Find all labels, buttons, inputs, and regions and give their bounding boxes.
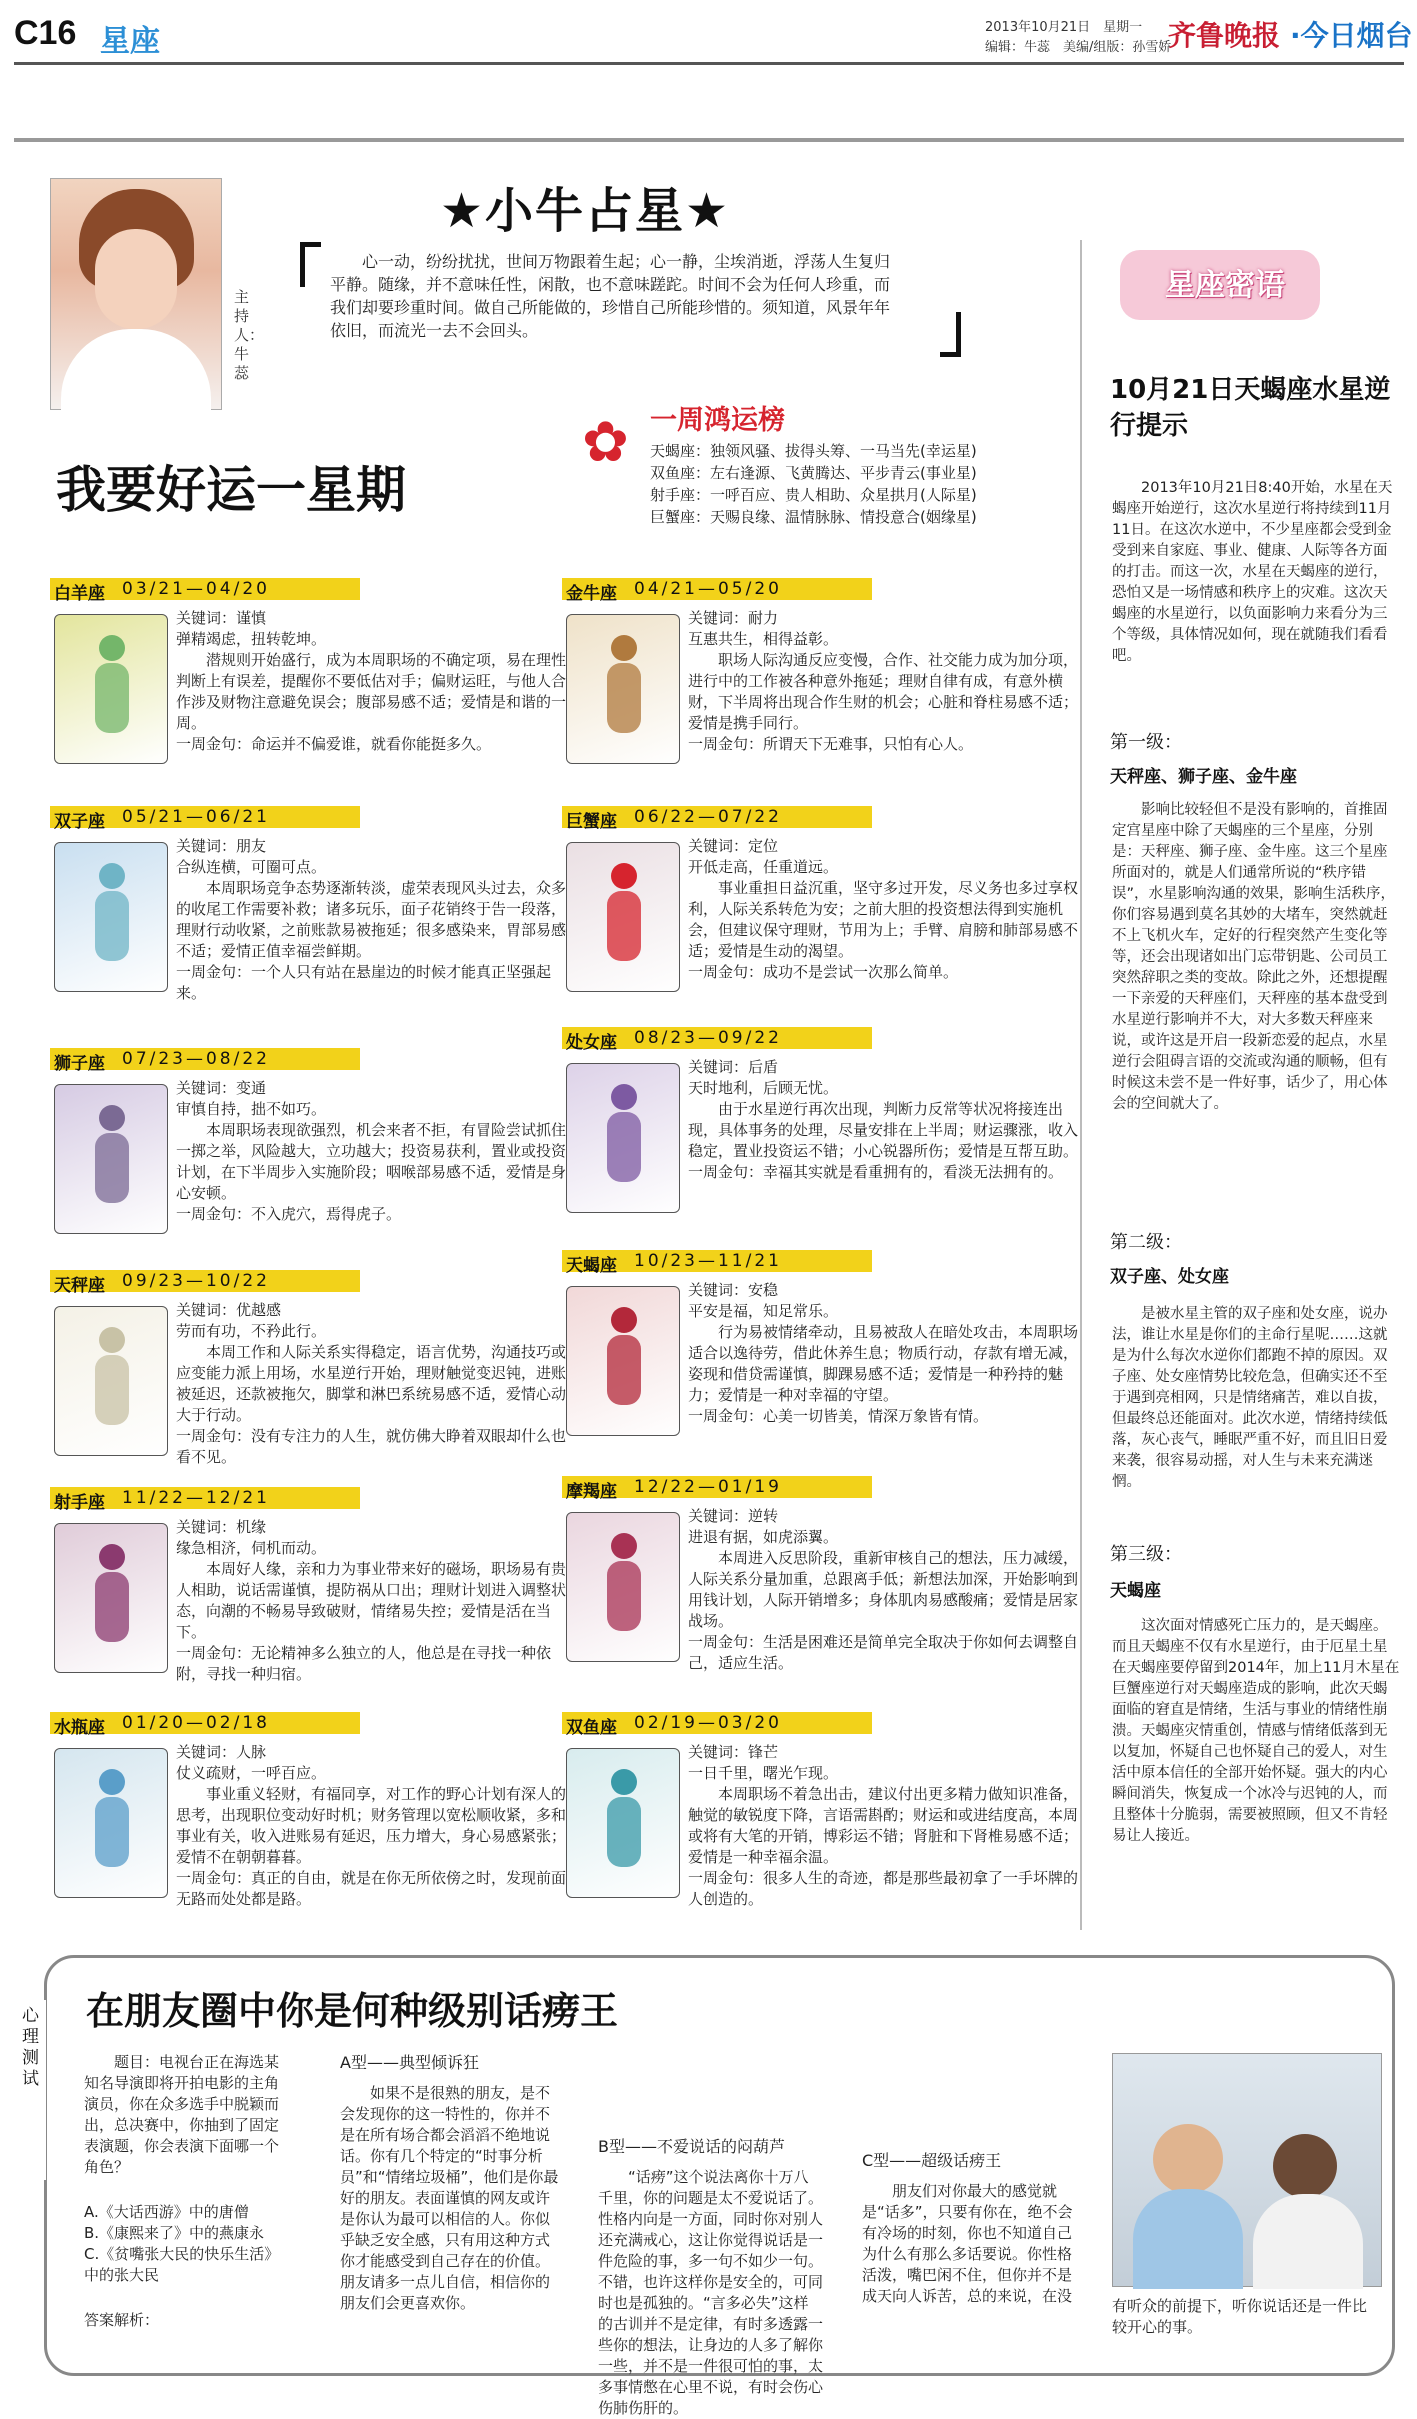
zodiac-motto: 劳而有功，不矜此行。 <box>176 1322 327 1340</box>
zodiac-illustration <box>54 1084 168 1234</box>
zodiac-keyword: 关键词：定位 <box>688 837 779 855</box>
zodiac-name: 摩羯座 <box>566 1482 617 1502</box>
zodiac-text <box>688 1280 1078 1427</box>
zodiac-motto: 天时地利，后顾无忧。 <box>688 1079 839 1097</box>
zodiac-illustration <box>54 1306 168 1456</box>
zodiac-text <box>688 1506 1078 1674</box>
zodiac-date: 03/21—04/20 <box>122 579 270 599</box>
zodiac-illustration <box>54 842 168 992</box>
figure-body <box>607 663 641 733</box>
figure-body <box>95 1355 129 1425</box>
zodiac-body: 职场人际沟通反应变慢，合作、社交能力成为加分项，进行中的工作被各种意外拖延；理财自律有成，有意外横财，下半周将出现合作生财的机会；心脏和脊柱易感不适；爱情是携手同行。 <box>688 651 1079 732</box>
zodiac-weekly-quote: 一周金句：很多人生的奇迹，都是那些最初拿了一手坏牌的人创造的。 <box>688 1869 1079 1908</box>
psych-column-1 <box>84 2052 284 2331</box>
type-a-text: 如果不是很熟的朋友，是不会发现你的这一特性的，你并不是在所有场合都会滔滔不绝地说话。你有几个特定的“时事分析员”和“情绪垃圾桶”，他们是你最好的朋友。表面谨慎的网友或许是你认为最可以相信的人。你似乎缺乏安全感，只有用这种方式你才能感受到自己存在的价值。朋友请多一点儿自信，相信你的朋友们会更喜欢你。 <box>340 2084 559 2312</box>
zodiac-illustration <box>54 1523 168 1673</box>
zodiac-date: 06/22—07/22 <box>634 807 782 827</box>
figure-head <box>611 1307 637 1333</box>
zodiac-body: 本周职场竞争态势逐渐转淡，虚荣表现风头过去，众多的收尾工作需要补救；诸多玩乐，面子花销终于告一段落，理财行动收紧，之前账款易被拖延；很多感染来，胃部易感不适；爱情正值幸福尝鲜期。 <box>176 879 567 960</box>
figure-head <box>99 1769 125 1795</box>
figure-head <box>611 1769 637 1795</box>
zodiac-motto: 一日千里，曙光乍现。 <box>688 1764 839 1782</box>
zodiac-date: 02/19—03/20 <box>634 1713 782 1733</box>
zodiac-weekly-quote: 一周金句：成功不是尝试一次那么简单。 <box>688 963 959 981</box>
zodiac-date: 04/21—05/20 <box>634 579 782 599</box>
column-title: ★小牛占星★ <box>440 183 731 239</box>
zodiac-keyword: 关键词：机缘 <box>176 1518 267 1536</box>
zodiac-name: 白羊座 <box>54 584 105 604</box>
zodiac-weekly-quote: 一周金句：心美一切皆美，情深万象皆有情。 <box>688 1407 989 1425</box>
zodiac-motto: 互惠共生，相得益彰。 <box>688 630 839 648</box>
zodiac-name: 巨蟹座 <box>566 812 617 832</box>
host-credit: 主持人：牛蕊 <box>234 288 265 382</box>
flower-icon: ✿ <box>582 410 629 475</box>
zodiac-date: 08/23—09/22 <box>634 1028 782 1048</box>
figure-head <box>99 863 125 889</box>
photo-caption: 有听众的前提下，听你说话还是一件比较开心的事。 <box>1112 2297 1368 2336</box>
zodiac-weekly-quote: 一周金句：生活是困难还是简单完全取决于你如何去调整自己，适应生活。 <box>688 1633 1079 1672</box>
figure-head <box>99 1105 125 1131</box>
zodiac-weekly-quote: 一周金句：真正的自由，就是在你无所依傍之时，发现前面无路而处处都是路。 <box>176 1869 567 1908</box>
figure-body <box>95 663 129 733</box>
zodiac-name: 天蝎座 <box>566 1256 617 1276</box>
zodiac-text <box>176 1300 566 1468</box>
zodiac-date: 01/20—02/18 <box>122 1713 270 1733</box>
quote-open-mark <box>300 242 321 287</box>
editor-credit: 编辑：牛蕊 美编/组版：孙雪娇 <box>985 40 1172 55</box>
zodiac-motto: 合纵连横，可圈可点。 <box>176 858 327 876</box>
zodiac-illustration <box>54 1748 168 1898</box>
level-text: 影响比较轻但不是没有影响的，首推固定宫星座中除了天蝎座的三个星座，分别是：天秤座、狮子座、金牛座。这三个星座所面对的，就是人们通常所说的“秩序错误”，水星影响沟通的效果，影响生活秩序，你们容易遇到莫名其妙的大堵车，突然就赶不上飞机火车，定好的行程突然产生变化等等，还会出现诸如出门忘带钥匙、公司员工突然辞职之类的变故。除此之外，还想提醒一下亲爱的天秤座们，天秤座的基本盘受到水星逆行影响并不大，对大多数天秤座来说，或许这是开启一段新恋爱的起点，水星逆行会阻碍言语的交流或沟通的顺畅，但有时候这未尝不是一件好事，话少了，用心体会的空间就大了。 <box>1112 802 1396 1112</box>
zodiac-keyword: 关键词：变通 <box>176 1079 267 1097</box>
level-signs: 双子座、处女座 <box>1110 1267 1229 1287</box>
zodiac-weekly-quote: 一周金句：命运并不偏爱谁，就看你能挺多久。 <box>176 735 492 753</box>
zodiac-illustration <box>566 842 680 992</box>
sidebar-intro: 2013年10月21日8:40开始，水星在天蝎座开始逆行，这次水星逆行将持续到11月11日。在这次水逆中，不少星座都会受到金受到来自家庭、事业、健康、人际等各方面的打击。而这一次，水星在天蝎座的逆行，恐怕又是一场情感和秩序上的灾难。这次天蝎座的水星逆行，以负面影响力来看分为三个等级，具体情况如何，现在就随我们看看吧。 <box>1112 480 1393 664</box>
zodiac-date: 05/21—06/21 <box>122 807 270 827</box>
zodiac-motto: 审慎自持，拙不如巧。 <box>176 1100 327 1118</box>
psych-option: C.《贫嘴张大民的快乐生活》中的张大民 <box>84 2245 280 2284</box>
lucky-week-title: 一周鸿运榜 <box>650 405 785 436</box>
psych-tag: 心理测试 <box>22 2006 39 2089</box>
type-c-text: 朋友们对你最大的感觉就是“话多”，只要有你在，绝不会有冷场的时刻，你也不知道自己为什么有那么多话要说。你性格活泼，嘴巴闲不住，但你并不是成天向人诉苦，总的来说，在没 <box>862 2182 1073 2305</box>
figure-body <box>95 1572 129 1642</box>
newspaper-logo: 齐鲁晚报 <box>1168 19 1281 52</box>
figure-body <box>607 1797 641 1867</box>
zodiac-keyword: 关键词：耐力 <box>688 609 779 627</box>
zodiac-keyword: 关键词：锋芒 <box>688 1743 779 1761</box>
level-label: 第三级： <box>1110 1544 1182 1565</box>
zodiac-name: 处女座 <box>566 1033 617 1053</box>
zodiac-keyword: 关键词：谨慎 <box>176 609 267 627</box>
zodiac-weekly-quote: 一周金句：没有专注力的人生，就仿佛大睁着双眼却什么也看不见。 <box>176 1427 567 1466</box>
zodiac-body: 行为易被情绪牵动，且易被敌人在暗处攻击，本周职场适合以逸待劳，借此休养生息；物质行动，存款有增无减，姿现和借贷需谨慎，脚踝易感不适；爱情是一种矜持的魅力；爱情是一种对幸福的守望。 <box>688 1323 1079 1404</box>
zodiac-illustration <box>566 1286 680 1436</box>
zodiac-name: 射手座 <box>54 1493 105 1513</box>
zodiac-illustration <box>566 1512 680 1662</box>
figure-body <box>607 1561 641 1631</box>
zodiac-date: 09/23—10/22 <box>122 1271 270 1291</box>
zodiac-body: 事业重担日益沉重，坚守多过开发，尽义务也多过享权利，人际关系转危为安；之前大胆的投资想法得到实施机会，但建议保守理财，节用为上；手臂、肩膀和肺部易感不适；爱情是生动的渴望。 <box>688 879 1079 960</box>
figure-body <box>95 891 129 961</box>
zodiac-text <box>176 608 566 755</box>
figure-body <box>607 891 641 961</box>
zodiac-text <box>176 1517 566 1685</box>
zodiac-text <box>176 1742 566 1910</box>
zodiac-weekly-quote: 一周金句：不入虎穴，焉得虎子。 <box>176 1205 402 1223</box>
zodiac-motto: 开低走高，任重道远。 <box>688 858 839 876</box>
page-number: C16 <box>14 14 77 52</box>
zodiac-illustration <box>566 1063 680 1213</box>
issue-date: 2013年10月21日 星期一 <box>985 20 1143 35</box>
zodiac-text <box>688 608 1078 755</box>
zodiac-body: 本周进入反思阶段，重新审核自己的想法，压力减缓，人际关系分量加重，总跟离手低；新想法加深，开始影响到用钱计划，人际开销增多；身体肌肉易感酸痛；爱情是居家战场。 <box>688 1549 1079 1630</box>
zodiac-keyword: 关键词：逆转 <box>688 1507 779 1525</box>
zodiac-text <box>688 836 1078 983</box>
figure-head <box>611 1084 637 1110</box>
type-b-text: “话痨”这个说法离你十万八千里，你的问题是太不爱说话了。性格内向是一方面，同时你对别人还充满戒心，这让你觉得说话是一件危险的事，多一句不如少一句。不错，也许这样你是安全的，可同时也是孤独的。“言多必失”这样的古训并不是定律，有时多透露一些你的想法，让身边的人多了解你一些，并不是一件很可怕的事，太多事情憋在心里不说，有时会伤心伤肺伤肝的。 <box>598 2168 824 2417</box>
level-label: 第一级： <box>1110 732 1182 753</box>
header-rule <box>14 62 1404 65</box>
figure-head <box>99 635 125 661</box>
psych-option: A.《大话西游》中的唐僧 <box>84 2203 249 2221</box>
zodiac-date: 10/23—11/21 <box>634 1251 782 1271</box>
lucky-week-line: 巨蟹座：天赐良缘、温情脉脉、情投意合(姻缘星) <box>650 508 977 526</box>
figure-body <box>95 1797 129 1867</box>
zodiac-weekly-quote: 一周金句：一个人只有站在悬崖边的时候才能真正坚强起来。 <box>176 963 552 1002</box>
zodiac-text <box>688 1742 1078 1910</box>
psych-question: 题目：电视台正在海选某知名导演即将开拍电影的主角演员，你在众多选手中脱颖而出，总决赛中，你抽到了固定表演题，你会表演下面哪一个角色？ <box>84 2053 280 2176</box>
zodiac-body: 事业重义轻财，有福同享，对工作的野心计划有深人的思考，出现职位变动好时机；财务管理以宽松顺收紧，多和事业有关，收入进账易有延迟，压力增大，身心易感紧张；爱情不在朝朝暮暮。 <box>176 1785 567 1866</box>
psych-option: B.《康熙来了》中的燕康永 <box>84 2224 265 2242</box>
zodiac-motto: 仗义疏财，一呼百应。 <box>176 1764 327 1782</box>
zodiac-body: 本周职场表现欲强烈，机会来者不拒，有冒险尝试抓住一掷之举，风险越大，立功越大；投资易获利，置业或投资计划，在下半周步入实施阶段；咽喉部易感不适，爱情是身心安顿。 <box>176 1121 567 1202</box>
zodiac-text <box>688 1057 1078 1183</box>
sidebar-badge-text: 星座密语 <box>1165 268 1285 303</box>
figure-body <box>607 1335 641 1405</box>
figure-body <box>607 1112 641 1182</box>
zodiac-motto: 进退有据，如虎添翼。 <box>688 1528 839 1546</box>
psych-column-4 <box>862 2052 1078 2352</box>
main-title: 我要好运一星期 <box>56 461 406 519</box>
zodiac-text <box>176 836 566 1004</box>
level-text: 这次面对情感死亡压力的，是天蝎座。而且天蝎座不仅有水星逆行，由于厄星土星在天蝎座要停留到2014年，加上11月木星在巨蟹座逆行对天蝎座造成的影响，此次天蝎面临的窘直是情绪，生活与事业的情绪性崩溃。天蝎座灾情重创，情感与情绪低落到无以复加，怀疑自己也怀疑自己的爱人，对生活中原本信任的全部开始怀疑。强大的内心瞬间消失，恢复成一个冰冷与迟钝的人，而且整体十分脆弱，需要被照顾，但又不肯轻易让人接近。 <box>1112 1618 1400 1844</box>
zodiac-keyword: 关键词：优越感 <box>176 1301 282 1319</box>
zodiac-weekly-quote: 一周金句：无论精神多么独立的人，他总是在寻找一种依附，寻找一种归宿。 <box>176 1644 552 1683</box>
zodiac-text <box>176 1078 566 1225</box>
type-c-title: C型——超级话痨王 <box>862 2151 1002 2170</box>
zodiac-body: 潜规则开始盛行，成为本周职场的不确定项，易在理性判断上有误差，提醒你不要低估对手；偏财运旺，与他人合作涉及财物注意避免误会；腹部易感不适；爱情是和谐的一周。 <box>176 651 567 732</box>
zodiac-date: 12/22—01/19 <box>634 1477 782 1497</box>
host-photo <box>50 178 222 410</box>
zodiac-keyword: 关键词：朋友 <box>176 837 267 855</box>
type-b-title: B型——不爱说话的闷葫芦 <box>598 2137 785 2156</box>
psych-answer-label: 答案解析： <box>84 2311 160 2329</box>
zodiac-name: 水瓶座 <box>54 1718 105 1738</box>
zodiac-body: 本周好人缘，亲和力为事业带来好的磁场，职场易有贵人相助，说话需谨慎，提防祸从口出；理财计划进入调整状态，向潮的不畅易导致破财，情绪易失控；爱情是活在当下。 <box>176 1560 567 1641</box>
zodiac-illustration <box>566 614 680 764</box>
zodiac-weekly-quote: 一周金句：所谓天下无难事，只怕有心人。 <box>688 735 974 753</box>
zodiac-name: 天秤座 <box>54 1276 105 1296</box>
level-label: 第二级： <box>1110 1232 1182 1253</box>
figure-head <box>611 1533 637 1559</box>
section-rule <box>14 138 1404 142</box>
figure-head <box>99 1544 125 1570</box>
zodiac-illustration <box>54 614 168 764</box>
figure-head <box>99 1327 125 1353</box>
zodiac-date: 07/23—08/22 <box>122 1049 270 1069</box>
zodiac-weekly-quote: 一周金句：幸福其实就是看重拥有的，看淡无法拥有的。 <box>688 1163 1064 1181</box>
zodiac-body: 本周工作和人际关系实得稳定，语言优势，沟通技巧或应变能力派上用场，水星逆行开始，理财触觉变迟钝，进账被延迟，还款被拖欠，脚掌和淋巴系统易感不适，爱情心动大于行动。 <box>176 1343 567 1424</box>
figure-body <box>95 1133 129 1203</box>
type-a-title: A型——典型倾诉狂 <box>340 2053 479 2072</box>
psych-column-2 <box>340 2052 564 2352</box>
friends-photo <box>1112 2053 1382 2287</box>
local-edition-logo: ·今日烟台 <box>1290 19 1413 52</box>
section-name: 星座 <box>100 24 160 59</box>
zodiac-keyword: 关键词：后盾 <box>688 1058 779 1076</box>
zodiac-keyword: 关键词：人脉 <box>176 1743 267 1761</box>
column-quote: 心一动，纷纷扰扰，世间万物跟着生起；心一静，尘埃消逝，浮荡人生复归平静。随缘，并不意味任性，闲散，也不意味蹉跎。时间不会为任何人珍重，而我们却要珍重时间。做自己所能做的，珍惜自己所能珍惜的。须知道，风景年年依旧，而流光一去不会回头。 <box>330 252 891 340</box>
psych-column-3 <box>598 2052 824 2417</box>
zodiac-keyword: 关键词：安稳 <box>688 1281 779 1299</box>
zodiac-motto: 缘急相济，伺机而动。 <box>176 1539 327 1557</box>
zodiac-name: 双子座 <box>54 812 105 832</box>
zodiac-name: 双鱼座 <box>566 1718 617 1738</box>
lucky-week-line: 天蝎座：独领风骚、拔得头筹、一马当先(幸运星) <box>650 442 977 460</box>
zodiac-motto: 弹精竭虑，扭转乾坤。 <box>176 630 327 648</box>
zodiac-body: 本周职场不着急出击，建议付出更多精力做知识准备，触觉的敏锐度下降，言语需斟酌；财运和或进结度高，本周或将有大笔的开销，博彩运不错；肾脏和下肾椎易感不适；爱情是一种幸福余温。 <box>688 1785 1079 1866</box>
quote-close-mark <box>940 312 961 357</box>
psych-title: 在朋友圈中你是何种级别话痨王 <box>86 1989 619 2033</box>
figure-head <box>611 635 637 661</box>
zodiac-name: 狮子座 <box>54 1054 105 1074</box>
zodiac-name: 金牛座 <box>566 584 617 604</box>
zodiac-date: 11/22—12/21 <box>122 1488 270 1508</box>
zodiac-illustration <box>566 1748 680 1898</box>
zodiac-motto: 平安是福，知足常乐。 <box>688 1302 839 1320</box>
level-signs: 天蝎座 <box>1110 1581 1161 1601</box>
level-text: 是被水星主管的双子座和处女座，说办法，谁让水星是你们的主命行星呢……这就是为什么每次水逆你们都跑不掉的原因。双子座、处女座情势比较危急，但确实还不至于遇到亮相网，只是情绪痛苦，难以自拔，但最终总还能面对。此次水逆，情绪持续低落，灰心丧气，睡眠严重不好，而且旧日爱来袭，很容易动摇，对人生与未来充满迷惘。 <box>1112 1306 1388 1490</box>
lucky-week-line: 射手座：一呼百应、贵人相助、众星拱月(人际星) <box>650 486 977 504</box>
lucky-week-line: 双鱼座：左右逢源、飞黄腾达、平步青云(事业星) <box>650 464 977 482</box>
figure-head <box>611 863 637 889</box>
zodiac-body: 由于水星逆行再次出现，判断力反常等状况将接连出现，具体事务的处理，尽量安排在上半周；财运骤涨，收入稳定，置业投资运不错；小心锐器所伤；爱情是互帮互助。 <box>688 1100 1079 1160</box>
level-signs: 天秤座、狮子座、金牛座 <box>1110 767 1297 787</box>
sidebar-headline: 10月21日天蝎座水星逆行提示 <box>1110 375 1391 441</box>
